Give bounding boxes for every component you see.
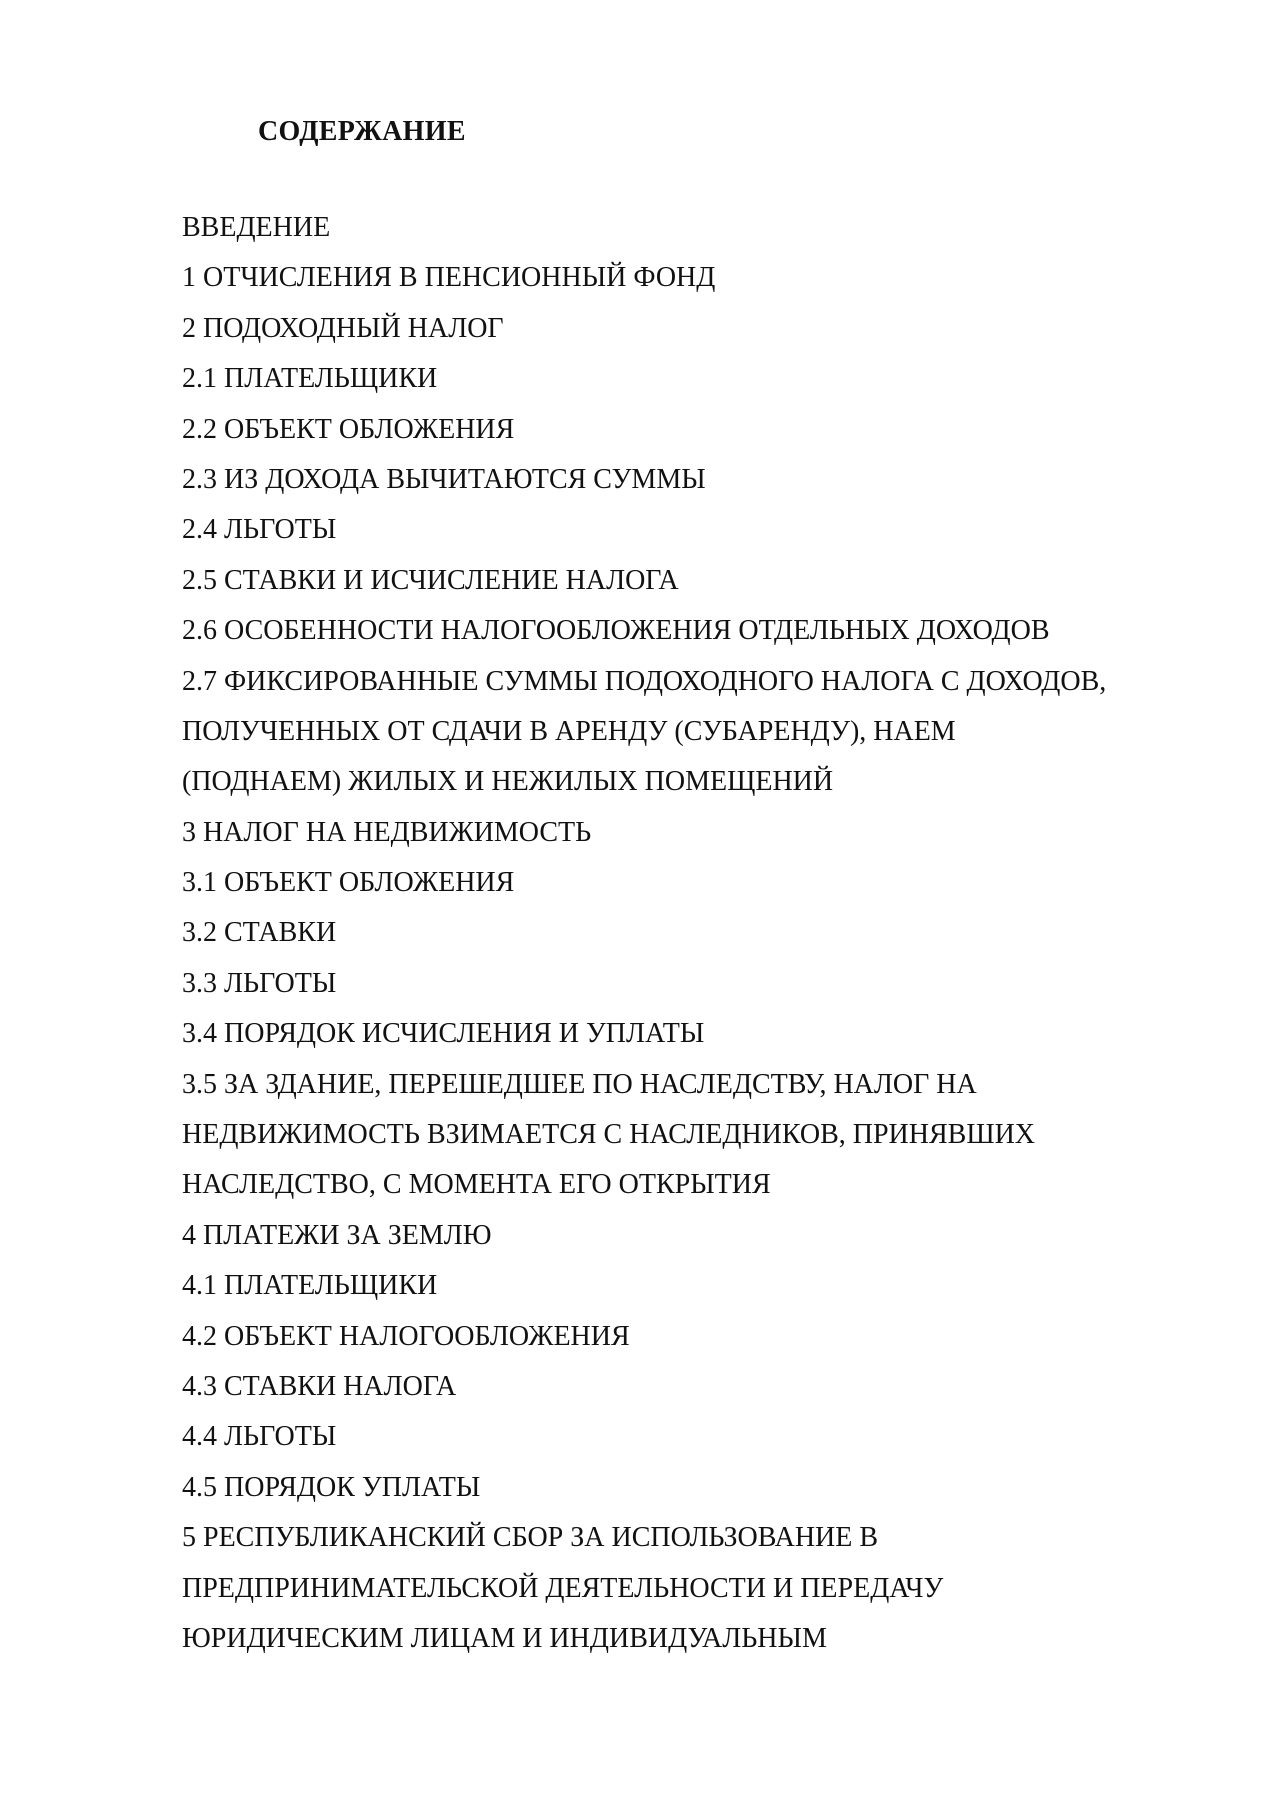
toc-line: 4.2 ОБЪЕКТ НАЛОГООБЛОЖЕНИЯ <box>182 1320 630 1352</box>
toc-line: 2.1 ПЛАТЕЛЬЩИКИ <box>182 363 438 395</box>
toc-line: (ПОДНАЕМ) ЖИЛЫХ И НЕЖИЛЫХ ПОМЕЩЕНИЙ <box>182 766 834 798</box>
toc-line: 4.1 ПЛАТЕЛЬЩИКИ <box>182 1270 438 1302</box>
table-of-contents <box>182 203 1182 1664</box>
toc-line: 4.5 ПОРЯДОК УПЛАТЫ <box>182 1471 481 1503</box>
toc-line: ЮРИДИЧЕСКИМ ЛИЦАМ И ИНДИВИДУАЛЬНЫМ <box>182 1622 827 1654</box>
toc-line: 4.3 СТАВКИ НАЛОГА <box>182 1370 457 1402</box>
toc-line: 3 НАЛОГ НА НЕДВИЖИМОСТЬ <box>182 816 592 848</box>
toc-line: ПОЛУЧЕННЫХ ОТ СДАЧИ В АРЕНДУ (СУБАРЕНДУ), НАЕМ <box>182 715 956 747</box>
toc-line: 2.6 ОСОБЕННОСТИ НАЛОГООБЛОЖЕНИЯ ОТДЕЛЬНЫХ ДОХОДОВ <box>182 615 1050 647</box>
toc-line: 3.3 ЛЬГОТЫ <box>182 967 337 999</box>
toc-line: 2.3 ИЗ ДОХОДА ВЫЧИТАЮТСЯ СУММЫ <box>182 463 706 495</box>
toc-line: 1 ОТЧИСЛЕНИЯ В ПЕНСИОННЫЙ ФОНД <box>182 262 716 294</box>
toc-line: ВВЕДЕНИЕ <box>182 212 331 243</box>
toc-line: 5 РЕСПУБЛИКАНСКИЙ СБОР ЗА ИСПОЛЬЗОВАНИЕ В <box>182 1522 879 1554</box>
toc-line: НЕДВИЖИМОСТЬ ВЗИМАЕТСЯ С НАСЛЕДНИКОВ, ПРИНЯВШИХ <box>182 1119 1036 1151</box>
toc-line: 2.5 СТАВКИ И ИСЧИСЛЕНИЕ НАЛОГА <box>182 564 679 596</box>
toc-line: 4 ПЛАТЕЖИ ЗА ЗЕМЛЮ <box>182 1219 492 1251</box>
toc-line: 3.1 ОБЪЕКТ ОБЛОЖЕНИЯ <box>182 867 515 899</box>
toc-line: 3.4 ПОРЯДОК ИСЧИСЛЕНИЯ И УПЛАТЫ <box>182 1018 705 1050</box>
page-title: СОДЕРЖАНИЕ <box>258 116 466 147</box>
toc-line: ПРЕДПРИНИМАТЕЛЬСКОЙ ДЕЯТЕЛЬНОСТИ И ПЕРЕДАЧУ <box>182 1572 944 1604</box>
toc-line: 2 ПОДОХОДНЫЙ НАЛОГ <box>182 312 504 344</box>
toc-line: 2.7 ФИКСИРОВАННЫЕ СУММЫ ПОДОХОДНОГО НАЛОГА С ДОХОДОВ, <box>182 665 1107 697</box>
toc-line: 2.2 ОБЪЕКТ ОБЛОЖЕНИЯ <box>182 413 515 445</box>
toc-line: НАСЛЕДСТВО, С МОМЕНТА ЕГО ОТКРЫТИЯ <box>182 1169 771 1201</box>
toc-line: 2.4 ЛЬГОТЫ <box>182 514 337 546</box>
toc-line: 4.4 ЛЬГОТЫ <box>182 1421 337 1453</box>
toc-line: 3.5 ЗА ЗДАНИЕ, ПЕРЕШЕДШЕЕ ПО НАСЛЕДСТВУ, НАЛОГ НА <box>182 1068 977 1100</box>
toc-line: 3.2 СТАВКИ <box>182 917 337 949</box>
